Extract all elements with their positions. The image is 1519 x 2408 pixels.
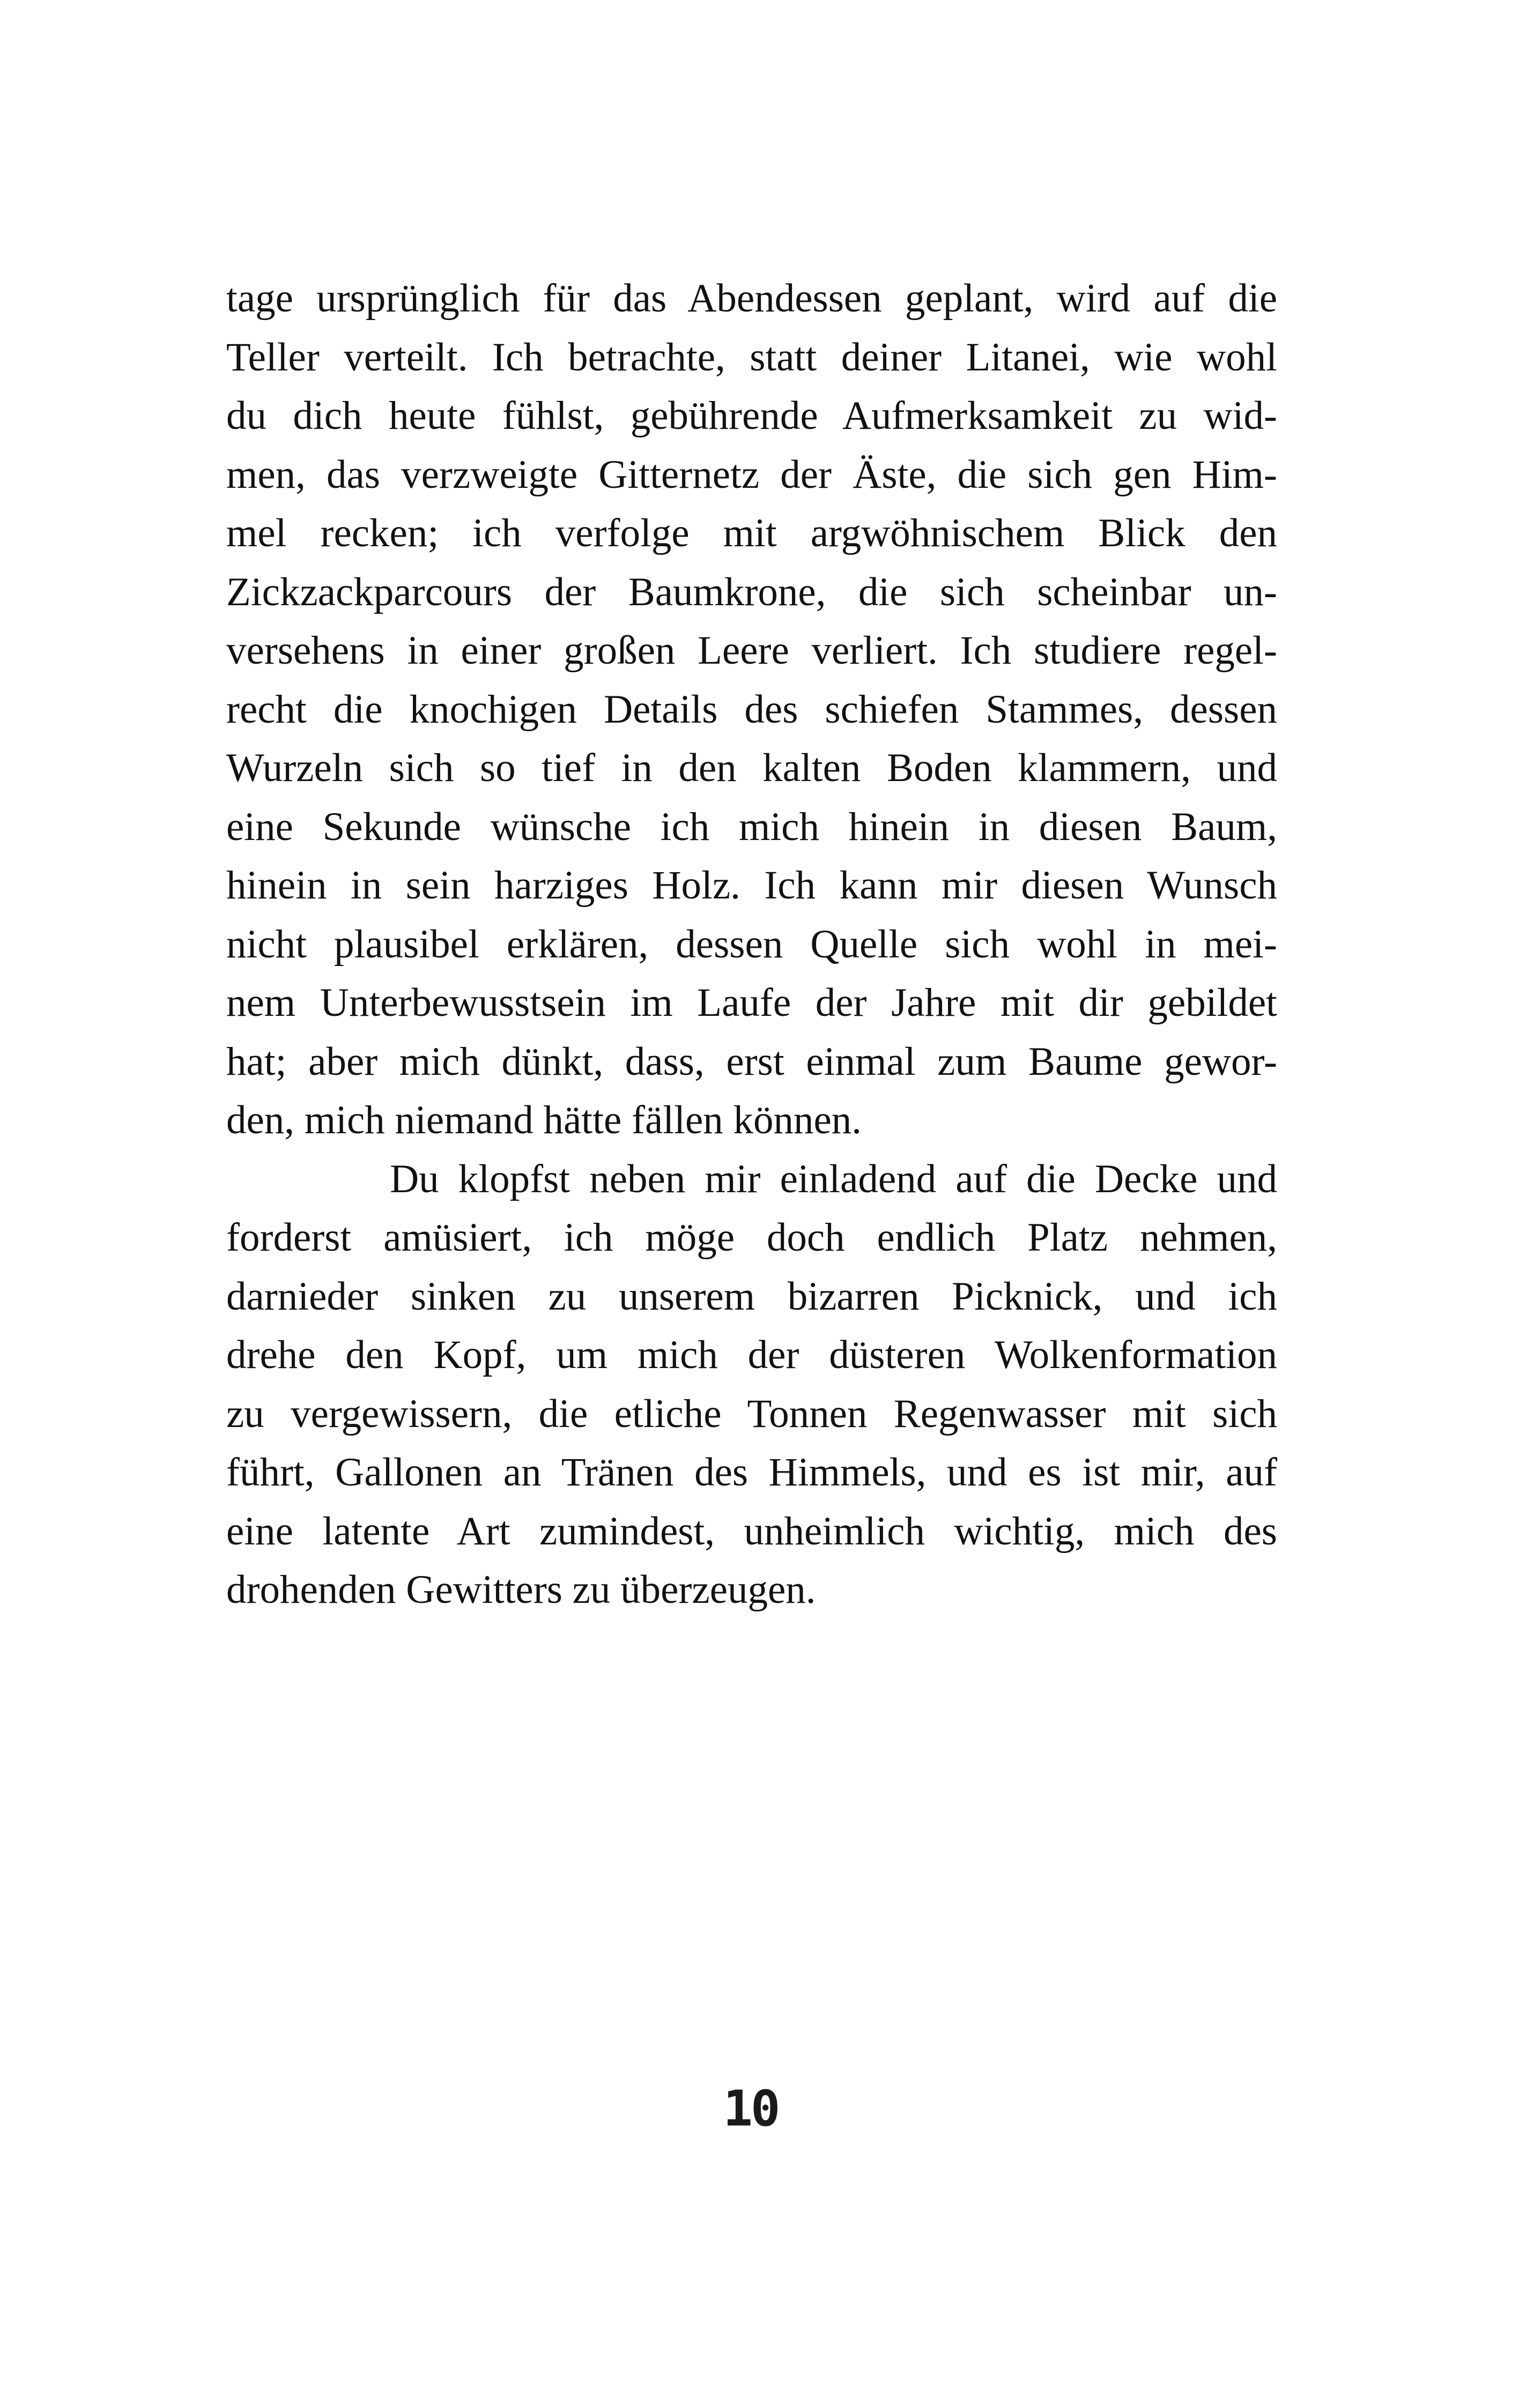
text-line: drohenden Gewitters zu überzeugen.: [226, 1567, 816, 1612]
text-line: führt, Gallonen an Tränen des Himmels, und es ist mir, auf: [226, 1450, 1277, 1495]
paragraph-1: [226, 269, 1277, 1150]
text-line: mel recken; ich verfolge mit argwöhnischem Blick den: [226, 511, 1277, 555]
text-line: Teller verteilt. Ich betrachte, statt deiner Litanei, wie wohl: [226, 335, 1277, 380]
text-line: hat; aber mich dünkt, dass, erst einmal zum Baume gewor-: [226, 1039, 1277, 1084]
body-text: [226, 269, 1277, 1619]
text-line: nem Unterbewusstsein im Laufe der Jahre mit dir gebildet: [226, 980, 1277, 1025]
text-line: Zickzackparcours der Baumkrone, die sich scheinbar un-: [226, 569, 1277, 614]
paragraph-2: [226, 1150, 1277, 1619]
text-line: zu vergewissern, die etliche Tonnen Regenwasser mit sich: [226, 1391, 1277, 1436]
text-line: Wurzeln sich so tief in den kalten Boden klammern, und: [226, 746, 1277, 790]
text-line: versehens in einer großen Leere verliert. Ich studiere regel-: [226, 628, 1277, 673]
text-line: tage ursprünglich für das Abendessen geplant, wird auf die: [226, 276, 1277, 321]
text-line: Du klopfst neben mir einladend auf die Decke und: [390, 1156, 1277, 1201]
text-line: hinein in sein harziges Holz. Ich kann mir diesen Wunsch: [226, 863, 1277, 908]
text-line: eine Sekunde wünsche ich mich hinein in diesen Baum,: [226, 804, 1277, 849]
text-line: men, das verzweigte Gitternetz der Äste, die sich gen Him-: [226, 452, 1277, 497]
text-line: darnieder sinken zu unserem bizarren Picknick, und ich: [226, 1274, 1277, 1319]
page-number: 10: [723, 2080, 779, 2137]
text-line: nicht plausibel erklären, dessen Quelle sich wohl in mei-: [226, 921, 1277, 967]
text-line: den, mich niemand hätte fällen können.: [226, 1098, 862, 1142]
text-line: eine latente Art zumindest, unheimlich wichtig, mich des: [226, 1508, 1277, 1554]
text-line: drehe den Kopf, um mich der düsteren Wolkenformation: [226, 1333, 1277, 1377]
text-line: recht die knochigen Details des schiefen Stammes, dessen: [226, 687, 1277, 732]
text-line: du dich heute fühlst, gebührende Aufmerksamkeit zu wid-: [226, 393, 1277, 438]
text-line: forderst amüsiert, ich möge doch endlich Platz nehmen,: [226, 1215, 1277, 1260]
